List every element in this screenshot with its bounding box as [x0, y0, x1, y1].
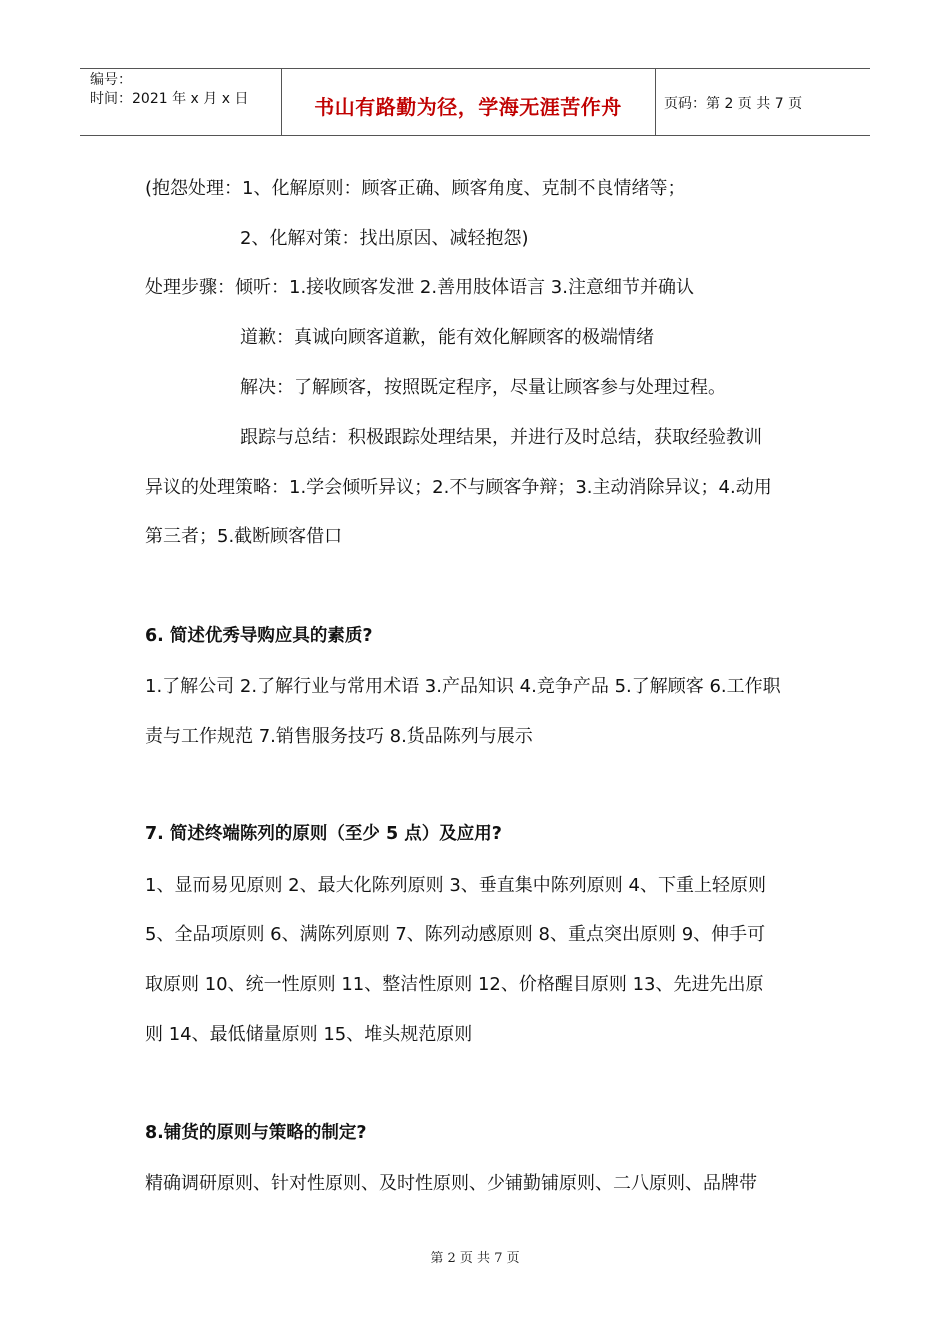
number-label: 编号：	[90, 72, 132, 88]
text-line: 1.了解公司 2.了解行业与常用术语 3.产品知识 4.竞争产品 5.了解顾客 6.工作职	[145, 676, 781, 697]
question-heading: 6. 简述优秀导购应具的素质?	[145, 626, 373, 646]
text-line: 则 14、最低储量原则 15、堆头规范原则	[145, 1024, 473, 1045]
text-line: 处理步骤：倾听：1.接收顾客发泄 2.善用肢体语言 3.注意细节并确认	[145, 277, 694, 298]
header-divider-right	[655, 68, 656, 135]
text-line: 2、化解对策：找出原因、减轻抱怨)	[240, 228, 529, 249]
text-line: 跟踪与总结：积极跟踪处理结果，并进行及时总结，获取经验教训	[240, 427, 762, 448]
text-line: 解决：了解顾客，按照既定程序，尽量让顾客参与处理过程。	[240, 377, 726, 398]
text-line: 责与工作规范 7.销售服务技巧 8.货品陈列与展示	[145, 726, 533, 747]
text-line: 道歉：真诚向顾客道歉，能有效化解顾客的极端情绪	[240, 327, 654, 348]
date-label: 时间：2021 年 x 月 x 日	[90, 91, 249, 107]
header-page-info: 页码：第 2 页 共 7 页	[664, 96, 803, 112]
header-top-rule	[80, 68, 870, 69]
text-line: 5、全品项原则 6、满陈列原则 7、陈列动感原则 8、重点突出原则 9、伸手可	[145, 924, 766, 945]
text-line: (抱怨处理：1、化解原则：顾客正确、顾客角度、克制不良情绪等；	[145, 178, 686, 199]
header-motto: 书山有路勤为径，学海无涯苦作舟	[314, 95, 622, 119]
text-line: 取原则 10、统一性原则 11、整洁性原则 12、价格醒目原则 13、先进先出原	[145, 974, 764, 995]
question-heading: 8.铺货的原则与策略的制定?	[145, 1123, 367, 1143]
text-line: 精确调研原则、针对性原则、及时性原则、少铺勤铺原则、二八原则、品牌带	[145, 1173, 757, 1194]
header-bottom-rule	[80, 135, 870, 136]
question-heading: 7. 简述终端陈列的原则（至少 5 点）及应用?	[145, 824, 502, 844]
page-footer: 第 2 页 共 7 页	[430, 1251, 520, 1266]
text-line: 异议的处理策略：1.学会倾听异议；2.不与顾客争辩；3.主动消除异议；4.动用	[145, 477, 772, 498]
header-meta	[90, 71, 248, 109]
text-line: 第三者；5.截断顾客借口	[145, 526, 343, 547]
text-line: 1、显而易见原则 2、最大化陈列原则 3、垂直集中陈列原则 4、下重上轻原则	[145, 875, 766, 896]
